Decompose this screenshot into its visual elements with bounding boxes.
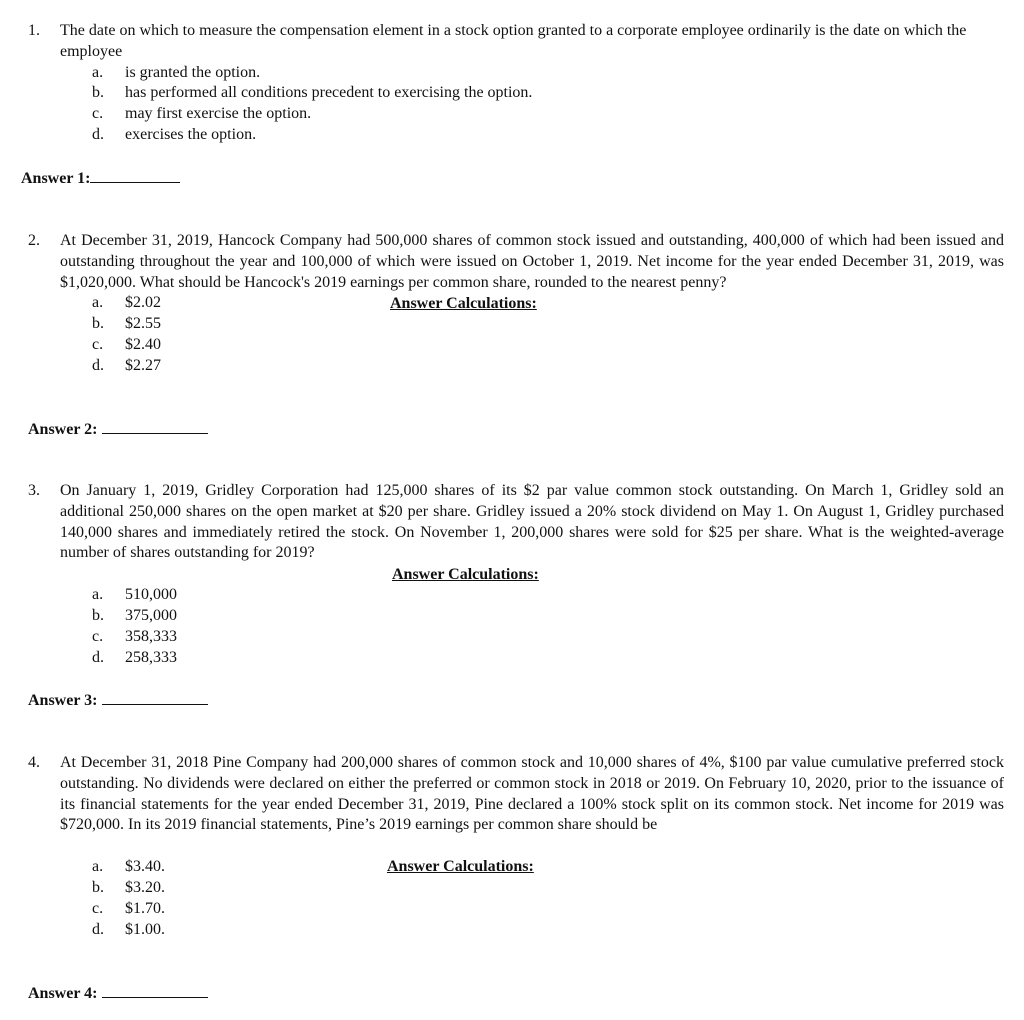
- question-1: [28, 21, 1004, 146]
- question-stem: At December 31, 2018 Pine Company had 200,000 shares of common stock and 10,000 shares of 4%, $100 par value cumulative preferred stock outstanding. No dividends were declared on either the preferred or common stock in 2018 or 2019. On February 10, 2020, prior to the issuance of its financial statements for the year ended December 31, 2019, Pine declared a 100% stock split on its common stock. Net income for 2019 was $720,000. In its 2019 financial statements, Pine’s 2019 earnings per common share should be: [60, 754, 1004, 834]
- question-stem: On January 1, 2019, Gridley Corporation had 125,000 shares of its $2 par value common stock outstanding. On March 1, Gridley sold an additional 250,000 shares on the open market at $20 per share. Gridley issued a 20% stock dividend on May 1. On August 1, Gridley purchased 140,000 shares and immediately retired the stock. On November 1, 200,000 shares were sold for $25 per share. What is the weighted-average number of shares outstanding for 2019?: [60, 482, 1004, 562]
- option-a[interactable]: a. $3.40.: [92, 858, 165, 876]
- answer-label: Answer 2:: [28, 421, 98, 438]
- option-d[interactable]: d. 258,333: [92, 648, 177, 666]
- question-number: 1.: [28, 22, 40, 39]
- option-d[interactable]: d. $1.00.: [92, 920, 165, 938]
- answer-label: Answer 4:: [28, 985, 98, 1002]
- option-d[interactable]: d. $2.27: [92, 356, 161, 374]
- question-number: 2.: [28, 232, 40, 249]
- options-list: [92, 857, 1004, 940]
- option-d[interactable]: d. exercises the option.: [92, 125, 257, 143]
- option-c[interactable]: c. $1.70.: [92, 899, 165, 917]
- answer-calculations-heading: Answer Calculations:: [390, 295, 537, 312]
- answer-3: [28, 690, 208, 712]
- option-a[interactable]: a. 510,000: [92, 586, 177, 604]
- answer-blank[interactable]: [102, 983, 208, 998]
- option-c[interactable]: c. may first exercise the option.: [92, 105, 312, 123]
- answer-calculations-heading: Answer Calculations:: [387, 858, 534, 875]
- question-number: 4.: [28, 754, 40, 771]
- option-a[interactable]: a. $2.02: [92, 294, 161, 312]
- option-a[interactable]: a. is granted the option.: [92, 63, 261, 81]
- answer-calculations-heading: Answer Calculations:: [392, 566, 539, 583]
- answer-label: Answer 1:: [21, 170, 91, 187]
- option-b[interactable]: b. 375,000: [92, 606, 177, 624]
- question-stem: The date on which to measure the compensation element in a stock option granted to a corporate employee ordinarily is the date on which the employee: [60, 22, 967, 60]
- question-number: 3.: [28, 482, 40, 499]
- question-stem: At December 31, 2019, Hancock Company had 500,000 shares of common stock issued and outstanding, 400,000 of which had been issued and outstanding throughout the year and 100,000 of which were issued on October 1, 2019. Net income for the year ended December 31, 2019, was $1,020,000. What should be Hancock's 2019 earnings per common share, rounded to the nearest penny?: [60, 232, 1004, 291]
- answer-blank[interactable]: [102, 690, 208, 705]
- answer-1: [21, 168, 180, 190]
- options-list: [92, 63, 1004, 146]
- options-list: [92, 585, 1004, 668]
- option-b[interactable]: b. has performed all conditions precedent to exercising the option.: [92, 84, 533, 102]
- option-c[interactable]: c. $2.40: [92, 335, 161, 353]
- answer-blank[interactable]: [90, 168, 180, 183]
- answer-2: [28, 419, 208, 441]
- option-b[interactable]: b. $3.20.: [92, 878, 165, 896]
- options-list: [92, 293, 1004, 376]
- option-b[interactable]: b. $2.55: [92, 315, 161, 333]
- answer-blank[interactable]: [102, 419, 208, 434]
- question-4: [28, 753, 1004, 940]
- answer-4: [28, 983, 208, 1005]
- option-c[interactable]: c. 358,333: [92, 627, 177, 645]
- answer-label: Answer 3:: [28, 692, 98, 709]
